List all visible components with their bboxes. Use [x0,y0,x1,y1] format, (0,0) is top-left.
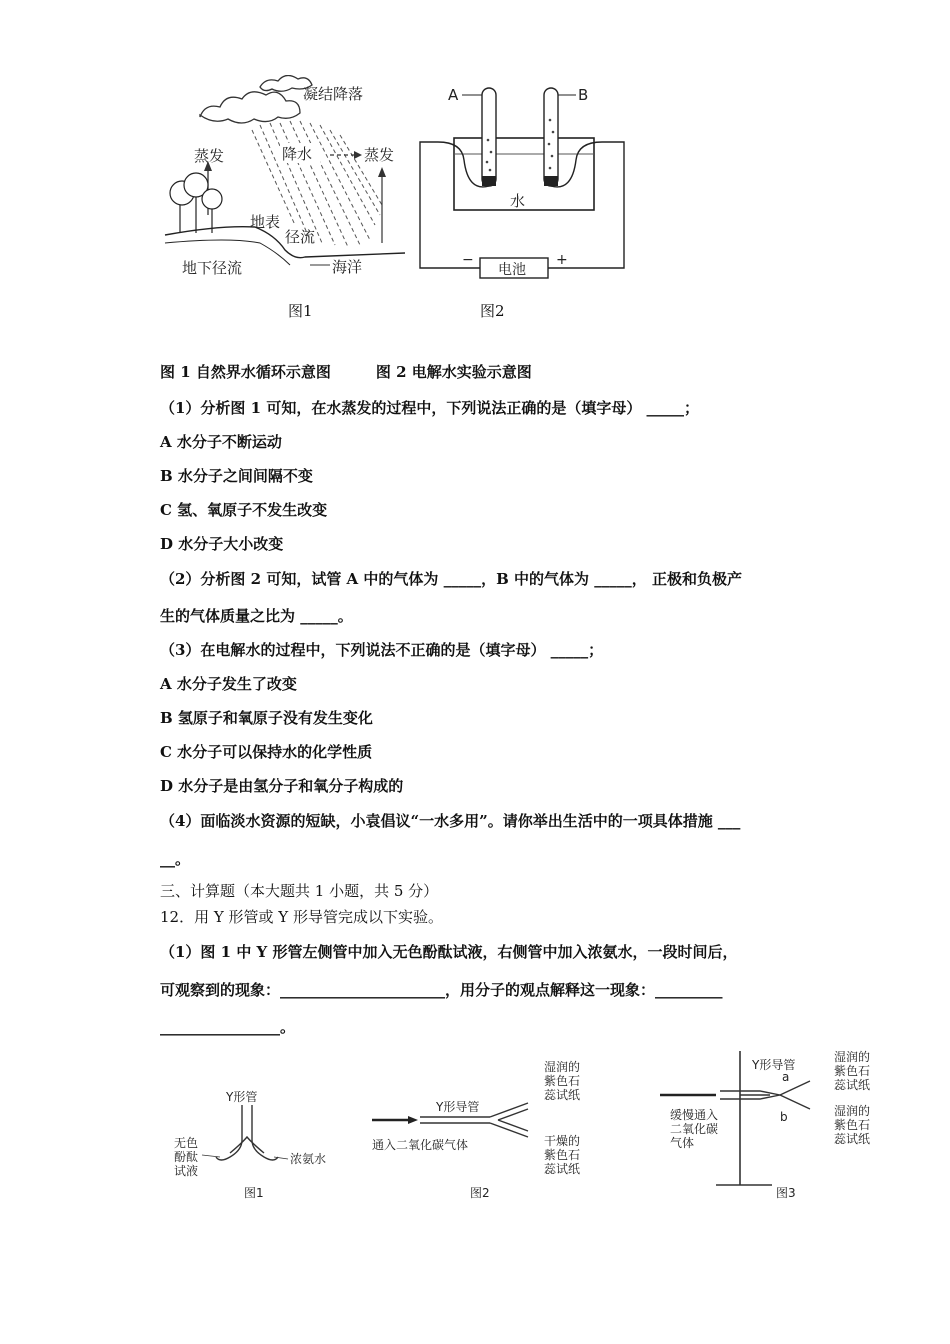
question-12: 12．用 Y 形管或 Y 形导管完成以下实验。 [160,908,443,926]
fig1-caption: 图1 [244,1186,264,1200]
fig3-bottom-label-3: 蕊试纸 [834,1132,871,1146]
fig2-bottom-label-2: 紫色石 [544,1148,581,1162]
electrolysis-diagram [418,80,628,280]
underground-runoff-label: 地下径流 [182,259,243,277]
top-fig1-caption: 图1 [288,302,313,320]
fig2-top-label-1: 湿润的 [544,1060,581,1074]
fig3-a-label: a [782,1070,790,1084]
water-label: 水 [510,192,526,210]
question-12-1-line-3: ________________。 [160,1018,296,1036]
question-2-line-2: 生的气体质量之比为 _____。 [160,607,353,625]
q1-option-b: B 水分子之间间隔不变 [160,467,313,485]
battery-minus-label: − [462,252,474,268]
fig2-bottom-label-3: 蕊试纸 [544,1162,581,1176]
fig2-tube-label: Y形导管 [436,1100,480,1114]
q3-option-a: A 水分子发生了改变 [160,675,297,693]
water-cycle-diagram [160,75,410,280]
fig2-inlet-label: 通入二氧化碳气体 [372,1138,469,1152]
trees [170,173,222,233]
fig1-left-label-1: 无色 [174,1136,199,1150]
fig3-caption: 图3 [776,1186,796,1200]
fig3-inlet-label-3: 气体 [670,1136,695,1150]
top-fig2-caption: 图2 [480,302,505,320]
y-tube-figures [160,1045,890,1210]
fig3-top-label-1: 湿润的 [834,1050,871,1064]
fig3-bottom-label-2: 紫色石 [834,1118,871,1132]
condense-label: 凝结降落 [303,85,364,103]
question-3: （3）在电解水的过程中，下列说法不正确的是（填字母） _____； [160,641,604,659]
evaporation-label-left: 蒸发 [194,147,225,165]
fig2-bottom-label-1: 干燥的 [544,1134,581,1148]
fig3-top-label-2: 紫色石 [834,1064,871,1078]
cloud [200,75,312,123]
fig1-left-label-2: 酚酞 [174,1150,199,1164]
test-tube-a [482,88,496,186]
question-4-line-2: __。 [160,850,191,868]
fig3-tube-label: Y形导管 [752,1058,796,1072]
tube-a-label: A [448,86,459,104]
q3-option-b: B 氢原子和氧原子没有发生变化 [160,709,373,727]
battery-label: 电池 [498,262,526,278]
question-12-1-line-1: （1）图 1 中 Y 形管左侧管中加入无色酚酞试液，右侧管中加入浓氨水，一段时间后， [160,943,738,961]
question-1: （1）分析图 1 可知，在水蒸发的过程中，下列说法正确的是（填字母） _____； [160,399,700,417]
q1-option-c: C 氢、氧原子不发生改变 [160,501,328,519]
figure-titles: 图 1 自然界水循环示意图 图 2 电解水实验示意图 [160,363,532,381]
fig1-tube-label: Y形管 [226,1090,258,1104]
fig2-top-label-3: 蕊试纸 [544,1088,581,1102]
question-4-line-1: （4）面临淡水资源的短缺，小袁倡议“一水多用”。请你举出生活中的一项具体措施 ___ [160,812,741,830]
fig2-top-label-2: 紫色石 [544,1074,581,1088]
fig3-inlet-label-1: 缓慢通入 [670,1108,719,1122]
fig3-top-label-3: 蕊试纸 [834,1078,871,1092]
fig2-caption: 图2 [470,1186,490,1200]
fig3-bottom-label-1: 湿润的 [834,1104,871,1118]
rain-label: 降水 [282,145,313,163]
y-tube [216,1105,278,1160]
q3-option-d: D 水分子是由氢分子和氧分子构成的 [160,777,404,795]
runoff-label: 径流 [285,228,316,246]
section-heading: 三、计算题（本大题共 1 小题，共 5 分） [160,882,439,900]
tube-b-label: B [578,86,589,104]
surface-label: 地表 [250,213,281,231]
q1-option-d: D 水分子大小改变 [160,535,284,553]
ocean-label: 海洋 [332,258,363,276]
evaporation-label-right: 蒸发 [364,146,395,164]
q3-option-c: C 水分子可以保持水的化学性质 [160,743,373,761]
fig1-left-label-3: 试液 [174,1164,199,1178]
question-2-line-1: （2）分析图 2 可知，试管 A 中的气体为 _____，B 中的气体为 _____， 正极和负极产 [160,570,742,588]
fig1-right-label: 浓氨水 [290,1152,327,1166]
fig3-inlet-label-2: 二氧化碳 [670,1122,719,1136]
fig3-b-label: b [780,1110,788,1124]
battery-plus-label: + [556,252,568,268]
q1-option-a: A 水分子不断运动 [160,433,282,451]
test-tube-b [544,88,558,186]
question-12-1-line-2: 可观察到的现象：______________________，用分子的观点解释这一现象：_________ [160,981,723,999]
